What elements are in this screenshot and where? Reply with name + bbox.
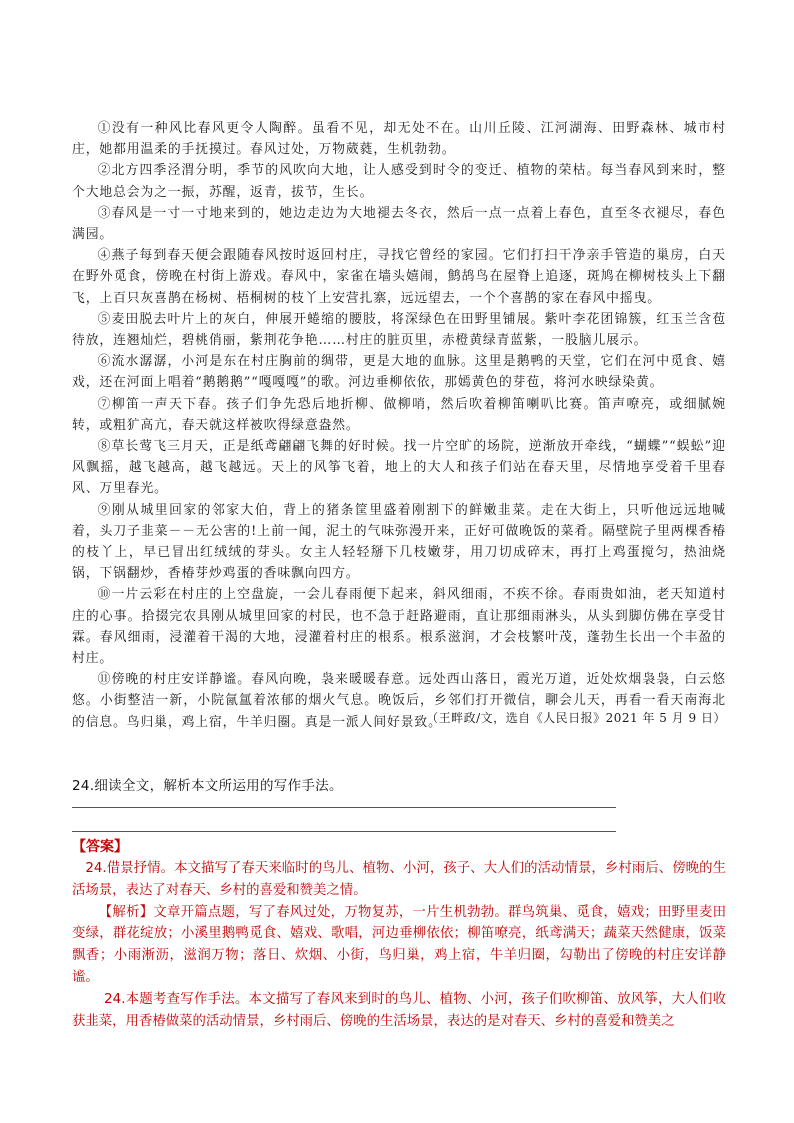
- passage-paragraph: ⑧草长莺飞三月天，正是纸鸢翩翩飞舞的好时候。找一片空旷的场院，逆渐放开牵线，“蝴蝶”“蜈蚣”迎风飘摇，越飞越高，越飞越远。天上的风筝飞着，地上的大人和孩子们站在春天里，尽情地享受着千里春风、万里春光。: [72, 439, 726, 497]
- passage-paragraph: ⑥流水潺潺，小河是东在村庄胸前的绸带，更是大地的血脉。这里是鹅鸭的天堂，它们在河中觅食、嬉戏，还在河面上唱着“鹅鹅鹅”“嘎嘎嘎”的歌。河边垂柳依依，那嫣黄色的芽苞，将河水映绿染黄。: [72, 354, 726, 391]
- passage-paragraph: ⑨刚从城里回家的邻家大伯，背上的猪条筐里盛着刚割下的鲜嫩韭菜。走在大街上，只听他远远地喊着，头刀子韭菜－－无公害的!上前一闻，泥土的气味弥漫开来，正好可做晚饭的菜肴。隔壁院子里两棵香椿的枝丫上，早已冒出红绒绒的芽头。女主人轻轻掰下几枝嫩芽，用刀切成碎末，再打上鸡蛋搅匀，热油烧锅，下锅翻炒，香椿芽炒鸡蛋的香味飘向四方。: [72, 502, 726, 582]
- passage-paragraph: ④燕子每到春天便会跟随春风按时返回村庄，寻找它曾经的家园。它们打扫干净亲手管造的巢房，白天在野外觅食，傍晚在村街上游戏。春风中，家雀在墙头嬉闹，鹪鸪鸟在屋脊上追逐，斑鸠在柳树枝头上下翻飞，上百只灰喜鹊在杨树、梧桐树的枝丫上安营扎寨，远远望去，一个个喜鹊的家在春风中摇曳。: [72, 248, 726, 306]
- passage-paragraph: ②北方四季泾渭分明，季节的风吹向大地，让人感受到时令的变迁、植物的荣枯。每当春风到来时，整个大地总会为之一振，苏醒，返青，拔节，生长。: [72, 163, 726, 200]
- answer-text: 24.借景抒情。本文描写了春天来临时的鸟儿、植物、小河，孩子、大人们的活动情景，乡村雨后、傍晚的生活场景，表达了对春天、乡村的喜爱和赞美之情。: [72, 861, 726, 898]
- explanation-text: 24.本题考查写作手法。本文描写了春风来到时的鸟儿、植物、小河，孩子们吹柳笛、放风筝，大人们收获韭菜，用香椿做菜的活动情景，乡村雨后、傍晚的生活场景，表达的是对春天、乡村的喜爱和赞美之: [72, 991, 726, 1029]
- answer-blank-line: [72, 807, 616, 808]
- passage-paragraph: ⑤麦田脱去叶片上的灰白，伸展开蜷缩的腰肢，将深绿色在田野里铺展。紫叶李花团锦簇，红玉兰含苞待放，连翘灿烂，碧桃俏丽，紫荆花争艳……村庄的脏页里，赤橙黄绿青蓝紫，一股脑儿展示。: [72, 311, 726, 349]
- answer-section: [72, 858, 726, 1032]
- passage-paragraph: ①没有一种风比春风更令人陶醉。虽看不见，却无处不在。山川丘陵、江河湖海、田野森林、城市村庄，她都用温柔的手抚摸过。春风过处，万物葳蕤，生机勃勃。: [72, 121, 726, 158]
- analysis-text: 【解析】文章开篇点题，写了春风过处，万物复苏，一片生机勃勃。群鸟筑巢、觅食，嬉戏；田野里麦田变绿，群花绽放；小溪里鹅鸭觅食、嬉戏、歌唱，河边垂柳依依；柳笛嘹亮，纸鸢满天；蔬菜天然健康，饭菜飘香；小雨淅沥，滋润万物；落日、炊烟、小街，鸟归巢，鸡上宿，牛羊归圈，勾勒出了傍晚的村庄安详静谧。: [72, 904, 726, 985]
- question-prompt: 24.细读全文，解析本文所运用的写作手法。: [72, 778, 343, 794]
- passage-paragraph: ⑪傍晚的村庄安详静谧。春风向晚，袅来暖暖春意。远处西山落日，霞光万道，近处炊烟袅袅，白云悠悠。小街整洁一新，小院氤氲着浓郁的烟火气息。晚饭后，乡邻们打开微信，聊会儿天，再看一看天南海北的信息。鸟归巢，鸡上宿，牛羊归圈。真是一派人间好景致。: [72, 672, 726, 730]
- passage-paragraph: ③春风是一寸一寸地来到的，她边走边为大地褪去冬衣，然后一点一点着上春色，直至冬衣褪尽，春色满园。: [72, 205, 726, 243]
- passage-paragraph: ⑩一片云彩在村庄的上空盘旋，一会儿春雨便下起来，斜风细雨，不疾不徐。春雨贵如油，老天知道村庄的心事。拾掇完农具刚从城里回家的村民，也不急于赶路避雨，直让那细雨淋头，从头到脚仿佛在享受甘霖。春风细雨，浸灌着干渴的大地，浸灌着村庄的根系。根系滋润，才会枝繁叶茂，蓬勃生长出一个丰盈的村庄。: [72, 587, 726, 667]
- passage-source: （王畔政/文，选自《人民日报》2021 年 5 月 9 日）: [426, 711, 726, 725]
- answer-tag: 【答案】: [72, 839, 128, 855]
- answer-blank-line: [72, 831, 616, 832]
- passage-paragraph: ⑦柳笛一声天下春。孩子们争先恐后地折柳、做柳哨，然后吹着柳笛喇叭比赛。笛声嘹亮，或细腻婉转，或粗犷高亢，春天就这样被吹得绿意盎然。: [72, 396, 726, 433]
- reading-passage: [72, 118, 726, 733]
